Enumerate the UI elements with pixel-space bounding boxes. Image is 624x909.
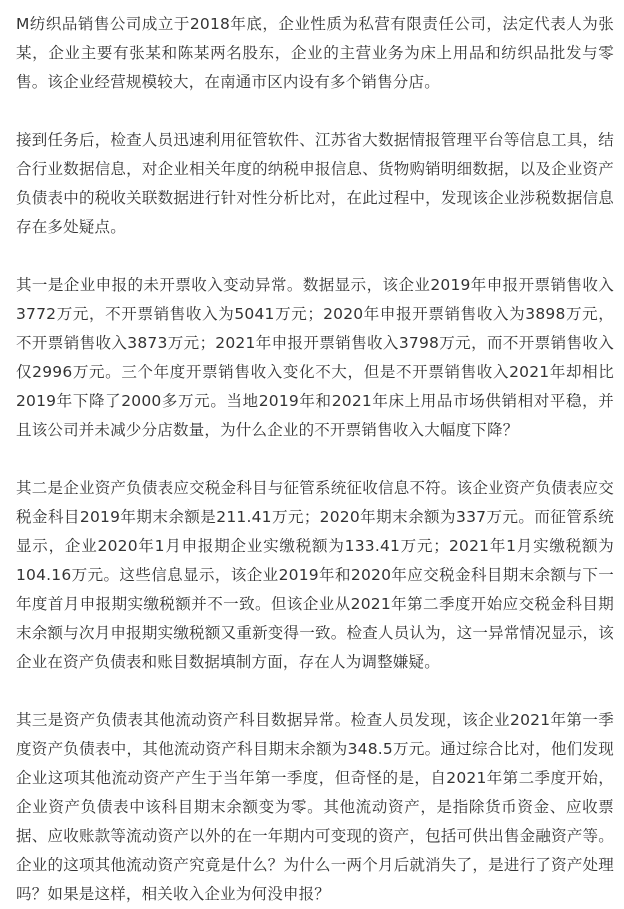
article-body	[16, 10, 614, 909]
paragraph-doubt-two-tax-payable: 其二是企业资产负债表应交税金科目与征管系统征收信息不符。该企业资产负债表应交税金科目2019年期末余额是211.41万元；2020年期末余额为337万元。而征管系统显示，企业2020年1月申报期企业实缴税额为133.41万元；2021年1月实缴税额为104.16万元。这些信息显示，该企业2019年和2020年应交税金科目期末余额与下一年度首月申报期实缴税额并不一致。但该企业从2021年第二季度开始应交税金科目期末余额与次月申报期实缴税额又重新变得一致。检查人员认为，这一异常情况显示，该企业在资产负债表和账目数据填制方面，存在人为调整嫌疑。	[16, 479, 614, 671]
paragraph-doubt-three-current-assets: 其三是资产负债表其他流动资产科目数据异常。检查人员发现，该企业2021年第一季度资产负债表中，其他流动资产科目期末余额为348.5万元。通过综合比对，他们发现企业这项其他流动资产产生于当年第一季度，但奇怪的是，自2021年第二季度开始，企业资产负债表中该科目期末余额变为零。其他流动资产，是指除货币资金、应收票据、应收账款等流动资产以外的在一年期内可变现的资产，包括可供出售金融资产等。企业的这项其他流动资产究竟是什么？为什么一两个月后就消失了，是进行了资产处理吗？如果是这样，相关收入企业为何没申报？	[16, 711, 614, 903]
paragraph-inspection-method: 接到任务后，检查人员迅速利用征管软件、江苏省大数据情报管理平台等信息工具，结合行业数据信息，对企业相关年度的纳税申报信息、货物购销明细数据，以及企业资产负债表中的税收关联数据进行针对性分析比对，在此过程中，发现该企业涉税数据信息存在多处疑点。	[16, 131, 614, 236]
paragraph-doubt-one-revenue: 其一是企业申报的未开票收入变动异常。数据显示，该企业2019年申报开票销售收入3772万元，不开票销售收入为5041万元；2020年申报开票销售收入为3898万元，不开票销售收入3873万元；2021年申报开票销售收入3798万元，而不开票销售收入仅2996万元。三个年度开票销售收入变化不大，但是不开票销售收入2021年却相比2019年下降了2000多万元。当地2019年和2021年床上用品市场供销相对平稳，并且该公司并未减少分店数量，为什么企业的不开票销售收入大幅度下降？	[16, 276, 614, 439]
paragraph-company-intro: M纺织品销售公司成立于2018年底，企业性质为私营有限责任公司，法定代表人为张某，企业主要有张某和陈某两名股东，企业的主营业务为床上用品和纺织品批发与零售。该企业经营规模较大，在南通市区内设有多个销售分店。	[16, 15, 614, 91]
